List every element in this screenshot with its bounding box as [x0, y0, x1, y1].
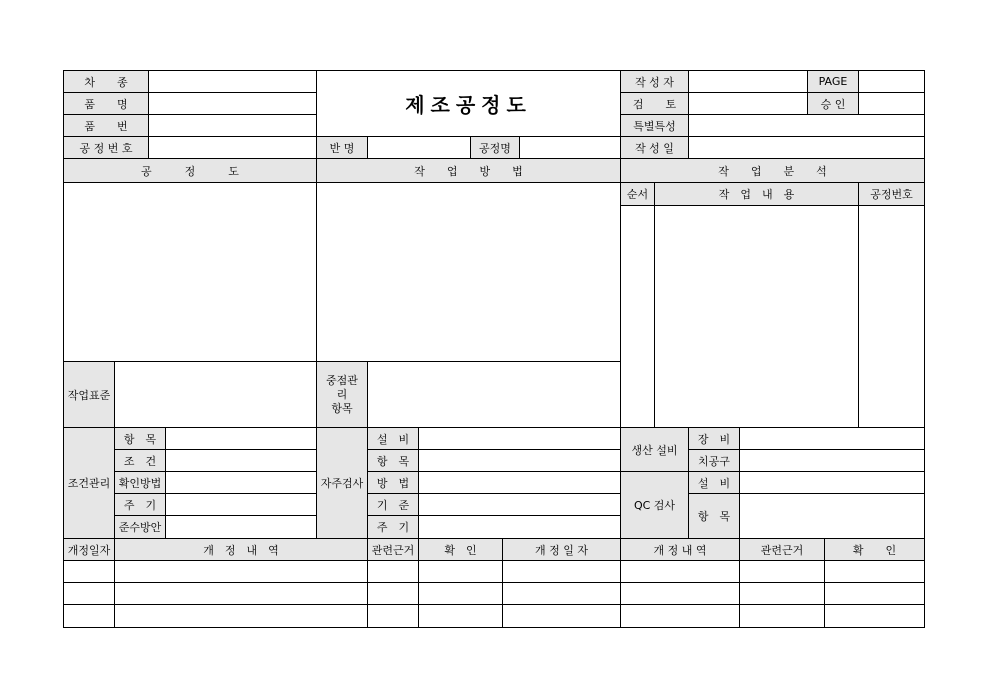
equipment-item-1: 치공구 — [688, 449, 740, 472]
label-product-name: 품 명 — [63, 92, 149, 115]
inspection-item-0: 설 비 — [367, 427, 419, 450]
rev-header-confirm2: 확 인 — [824, 538, 925, 561]
rev-row2-content[interactable] — [114, 582, 368, 605]
equipment-field-0[interactable] — [739, 427, 925, 450]
section-work-method: 작 업 방 법 — [316, 158, 621, 183]
rev-row1-basis[interactable] — [367, 560, 419, 583]
work-standard-area[interactable] — [114, 361, 317, 428]
label-date: 작 성 일 — [620, 136, 689, 159]
qc-item-0: 설 비 — [688, 471, 740, 494]
section-work-analysis: 작 업 분 석 — [620, 158, 925, 183]
label-product-number: 품 번 — [63, 114, 149, 137]
section-process-diagram: 공 정 도 — [63, 158, 317, 183]
label-sequence: 순서 — [620, 182, 655, 206]
field-page[interactable] — [858, 70, 925, 93]
rev-header-content: 개 정 내 역 — [114, 538, 368, 561]
inspection-field-0[interactable] — [418, 427, 621, 450]
field-line[interactable] — [367, 136, 471, 159]
field-process-name[interactable] — [519, 136, 621, 159]
qc-field-0[interactable] — [739, 471, 925, 494]
condition-field-0[interactable] — [165, 427, 317, 450]
condition-item-0: 항 목 — [114, 427, 166, 450]
field-special-char[interactable] — [688, 114, 925, 137]
rev-row3-content2[interactable] — [620, 604, 740, 628]
inspection-item-2: 방 법 — [367, 471, 419, 494]
rev-header-content2: 개 정 내 역 — [620, 538, 740, 561]
rev-header-date: 개정일자 — [63, 538, 115, 561]
rev-row3-date[interactable] — [63, 604, 115, 628]
qc-item-1: 항 목 — [688, 493, 740, 539]
label-line: 반 명 — [316, 136, 368, 159]
rev-row2-confirm2[interactable] — [824, 582, 925, 605]
work-content-column[interactable] — [654, 205, 859, 428]
inspection-field-4[interactable] — [418, 515, 621, 539]
key-items-line2: 리 — [336, 387, 348, 401]
process-no-column[interactable] — [858, 205, 925, 428]
field-author[interactable] — [688, 70, 808, 93]
label-special-char: 특별특성 — [620, 114, 689, 137]
key-items-line1: 중점관 — [326, 373, 358, 387]
rev-header-basis: 관련근거 — [367, 538, 419, 561]
equipment-item-0: 장 비 — [688, 427, 740, 450]
label-qc-inspection: QC 검사 — [620, 471, 689, 539]
inspection-field-1[interactable] — [418, 449, 621, 472]
field-review[interactable] — [688, 92, 808, 115]
rev-row1-date[interactable] — [63, 560, 115, 583]
condition-field-2[interactable] — [165, 471, 317, 494]
rev-row3-basis[interactable] — [367, 604, 419, 628]
rev-row2-content2[interactable] — [620, 582, 740, 605]
rev-row1-content[interactable] — [114, 560, 368, 583]
rev-row2-basis[interactable] — [367, 582, 419, 605]
condition-field-4[interactable] — [165, 515, 317, 539]
rev-header-confirm: 확 인 — [418, 538, 503, 561]
rev-header-date2: 개 정 일 자 — [502, 538, 621, 561]
label-work-standard: 작업표준 — [63, 361, 115, 428]
rev-row3-confirm2[interactable] — [824, 604, 925, 628]
field-product-name[interactable] — [148, 92, 317, 115]
condition-item-3: 주 기 — [114, 493, 166, 516]
inspection-item-4: 주 기 — [367, 515, 419, 539]
rev-row3-confirm[interactable] — [418, 604, 503, 628]
field-vehicle-type[interactable] — [148, 70, 317, 93]
label-condition-management: 조건관리 — [63, 427, 115, 539]
label-process-no: 공정번호 — [858, 182, 925, 206]
label-page: PAGE — [807, 70, 859, 93]
label-key-items — [316, 361, 368, 428]
key-items-line3: 항목 — [331, 401, 353, 415]
work-method-area[interactable] — [316, 182, 621, 362]
rev-row1-basis2[interactable] — [739, 560, 825, 583]
sequence-column[interactable] — [620, 205, 655, 428]
label-process-number: 공 정 번 호 — [63, 136, 149, 159]
field-approve[interactable] — [858, 92, 925, 115]
condition-item-4: 준수방안 — [114, 515, 166, 539]
field-process-number[interactable] — [148, 136, 317, 159]
field-date[interactable] — [688, 136, 925, 159]
equipment-field-1[interactable] — [739, 449, 925, 472]
rev-row3-date2[interactable] — [502, 604, 621, 628]
condition-item-1: 조 건 — [114, 449, 166, 472]
inspection-field-3[interactable] — [418, 493, 621, 516]
rev-row2-date2[interactable] — [502, 582, 621, 605]
label-production-equipment: 생산 설비 — [620, 427, 689, 472]
document-title: 제조공정도 — [316, 70, 621, 137]
rev-row1-date2[interactable] — [502, 560, 621, 583]
inspection-field-2[interactable] — [418, 471, 621, 494]
inspection-item-1: 항 목 — [367, 449, 419, 472]
label-review: 검 토 — [620, 92, 689, 115]
label-work-content: 작 업 내 용 — [654, 182, 859, 206]
process-diagram-area[interactable] — [63, 182, 317, 362]
label-process-name: 공정명 — [470, 136, 520, 159]
key-items-area[interactable] — [367, 361, 621, 428]
condition-field-1[interactable] — [165, 449, 317, 472]
label-author: 작 성 자 — [620, 70, 689, 93]
condition-item-2: 확인방법 — [114, 471, 166, 494]
label-approve: 승 인 — [807, 92, 859, 115]
label-self-inspection: 자주검사 — [316, 427, 368, 539]
inspection-item-3: 기 준 — [367, 493, 419, 516]
rev-row2-basis2[interactable] — [739, 582, 825, 605]
field-product-number[interactable] — [148, 114, 317, 137]
rev-row3-content[interactable] — [114, 604, 368, 628]
condition-field-3[interactable] — [165, 493, 317, 516]
rev-row2-date[interactable] — [63, 582, 115, 605]
rev-row3-basis2[interactable] — [739, 604, 825, 628]
rev-row1-confirm[interactable] — [418, 560, 503, 583]
qc-field-1[interactable] — [739, 493, 925, 539]
rev-header-basis2: 관련근거 — [739, 538, 825, 561]
label-vehicle-type: 차 종 — [63, 70, 149, 93]
rev-row2-confirm[interactable] — [418, 582, 503, 605]
rev-row1-content2[interactable] — [620, 560, 740, 583]
rev-row1-confirm2[interactable] — [824, 560, 925, 583]
